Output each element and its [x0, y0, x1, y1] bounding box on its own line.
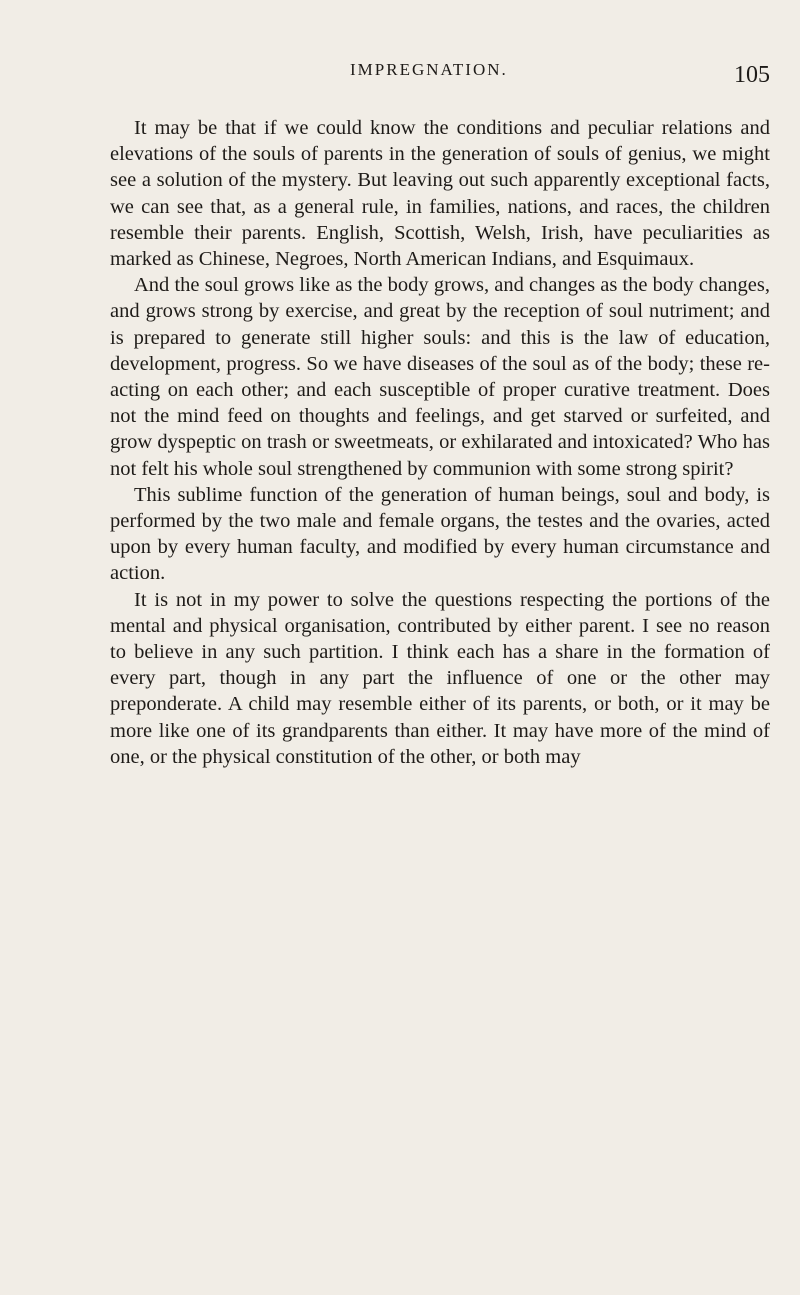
page-number: 105 — [734, 62, 770, 88]
body-text — [110, 115, 770, 770]
paragraph-1: It may be that if we could know the conditions and peculiar relations and elevations of the souls of parents in the generation of souls of genius, we might see a solution of the mystery. But leaving out such apparently exceptional facts, we can see that, as a general rule, in families, nations, and races, the children resemble their parents. English, Scottish, Welsh, Irish, have peculiarities as marked as Chinese, Negroes, North American Indians, and Esquimaux. — [110, 117, 770, 271]
running-head: IMPREGNATION. — [350, 60, 508, 79]
paragraph-3: This sublime function of the generation of human beings, soul and body, is performed by the two male and female organs, the testes and the ovaries, acted upon by every human faculty, and modified by every human circumstance and action. — [110, 483, 770, 585]
paragraph-2: And the soul grows like as the body grows, and changes as the body changes, and grows strong by exercise, and great by the reception of soul nutriment; and is prepared to generate still higher souls: and this is the law of education, development, progress. So we have diseases of the soul as of the body; these re-acting on each other; and each susceptible of proper curative treatment. Does not the mind feed on thoughts and feelings, and get starved or surfeited, and grow dyspeptic on trash or sweetmeats, or exhilarated and intoxicated? Who has not felt his whole soul strengthened by communion with some strong spirit? — [110, 274, 770, 480]
paragraph-4: It is not in my power to solve the questions respecting the portions of the mental and physical organisation, contributed by either parent. I see no reason to believe in any such partition. I think each has a share in the formation of every part, though in any part the influence of one or the other may preponderate. A child may resemble either of its parents, or both, or it may be more like one of its grandparents than either. It may have more of the mind of one, or the physical constitution of the other, or both may — [110, 588, 770, 768]
page-header — [110, 60, 770, 90]
